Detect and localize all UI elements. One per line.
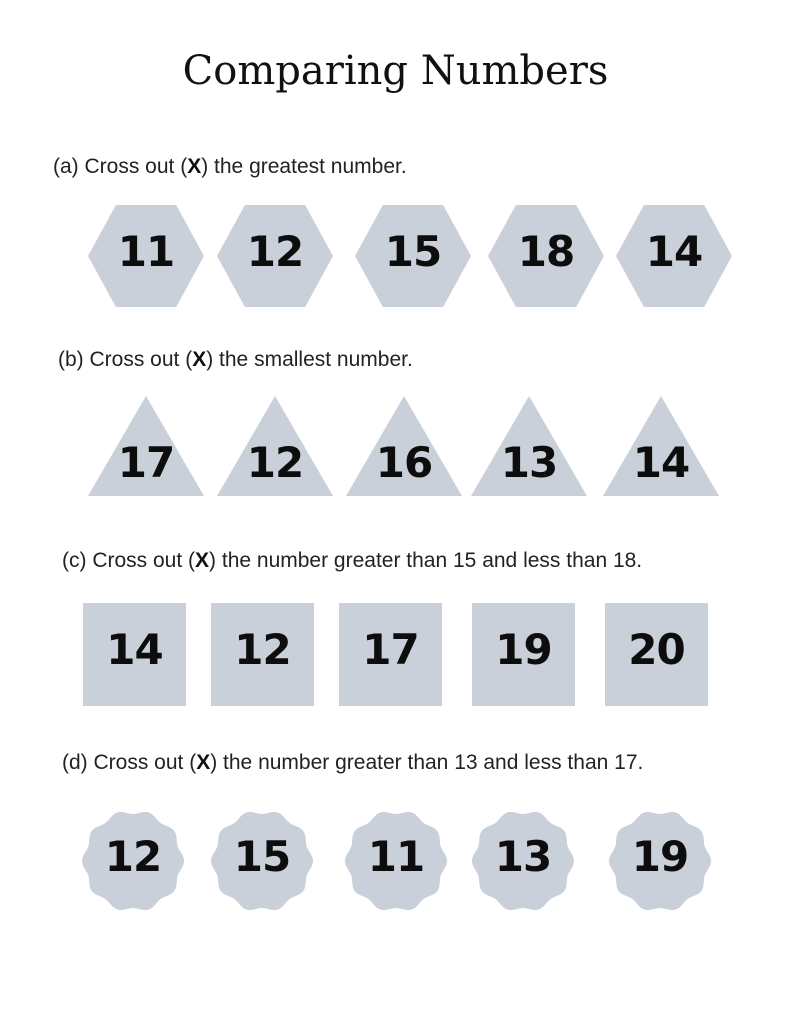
question-b-suffix: ) the smallest number. [206,348,413,371]
answer-shape-hexagon[interactable] [217,205,333,307]
answer-shape-triangle[interactable] [603,396,719,496]
answer-number: 16 [375,438,433,487]
answer-shape-scalloped-circle[interactable] [210,810,314,912]
question-a-prefix: (a) Cross out ( [53,155,188,178]
answer-number: 11 [367,832,425,881]
answer-number: 13 [500,438,558,487]
answer-shape-square[interactable] [211,603,314,706]
answer-number: 20 [628,625,685,674]
question-a-suffix: ) the greatest number. [201,155,407,178]
answer-shape-scalloped-circle[interactable] [81,810,185,912]
question-d-prefix: (d) Cross out ( [62,751,197,774]
answer-shape-square[interactable] [339,603,442,706]
answer-number: 12 [246,227,304,276]
question-c-mark: X [195,549,210,572]
answer-number: 13 [494,832,552,881]
answer-number: 15 [384,227,442,276]
answer-number: 12 [246,438,304,487]
question-d [62,751,643,775]
answer-shape-square[interactable] [472,603,575,706]
answer-shape-scalloped-circle[interactable] [608,810,712,912]
question-c-suffix: ) the number greater than 15 and less than 18. [209,549,643,572]
answer-number: 11 [117,227,175,276]
answer-shape-scalloped-circle[interactable] [344,810,448,912]
question-c-prefix: (c) Cross out ( [62,549,196,572]
question-c [62,549,642,573]
question-c-answer-row [0,603,791,706]
answer-shape-triangle[interactable] [217,396,333,496]
question-b-mark: X [192,348,207,371]
question-a-answer-row [0,205,791,307]
answer-shape-triangle[interactable] [471,396,587,496]
answer-number: 12 [104,832,162,881]
answer-shape-square[interactable] [605,603,708,706]
answer-shape-triangle[interactable] [88,396,204,496]
question-a-mark: X [187,155,202,178]
question-d-answer-row [0,810,791,912]
answer-number: 14 [632,438,690,487]
question-a [53,155,407,179]
answer-shape-scalloped-circle[interactable] [471,810,575,912]
answer-number: 19 [631,832,689,881]
question-d-suffix: ) the number greater than 13 and less than 17. [210,751,644,774]
answer-number: 14 [106,625,163,674]
answer-number: 17 [362,625,419,674]
question-d-mark: X [196,751,211,774]
answer-number: 17 [117,438,175,487]
page-title: Comparing Numbers [182,48,609,94]
answer-shape-hexagon[interactable] [88,205,204,307]
answer-number: 15 [233,832,291,881]
question-b-answer-row [0,396,791,496]
answer-number: 12 [234,625,291,674]
question-b-prefix: (b) Cross out ( [58,348,193,371]
answer-number: 18 [517,227,575,276]
answer-shape-square[interactable] [83,603,186,706]
answer-shape-hexagon[interactable] [616,205,732,307]
answer-number: 19 [495,625,552,674]
answer-number: 14 [645,227,703,276]
answer-shape-triangle[interactable] [346,396,462,496]
answer-shape-hexagon[interactable] [488,205,604,307]
answer-shape-hexagon[interactable] [355,205,471,307]
question-b [58,348,413,372]
